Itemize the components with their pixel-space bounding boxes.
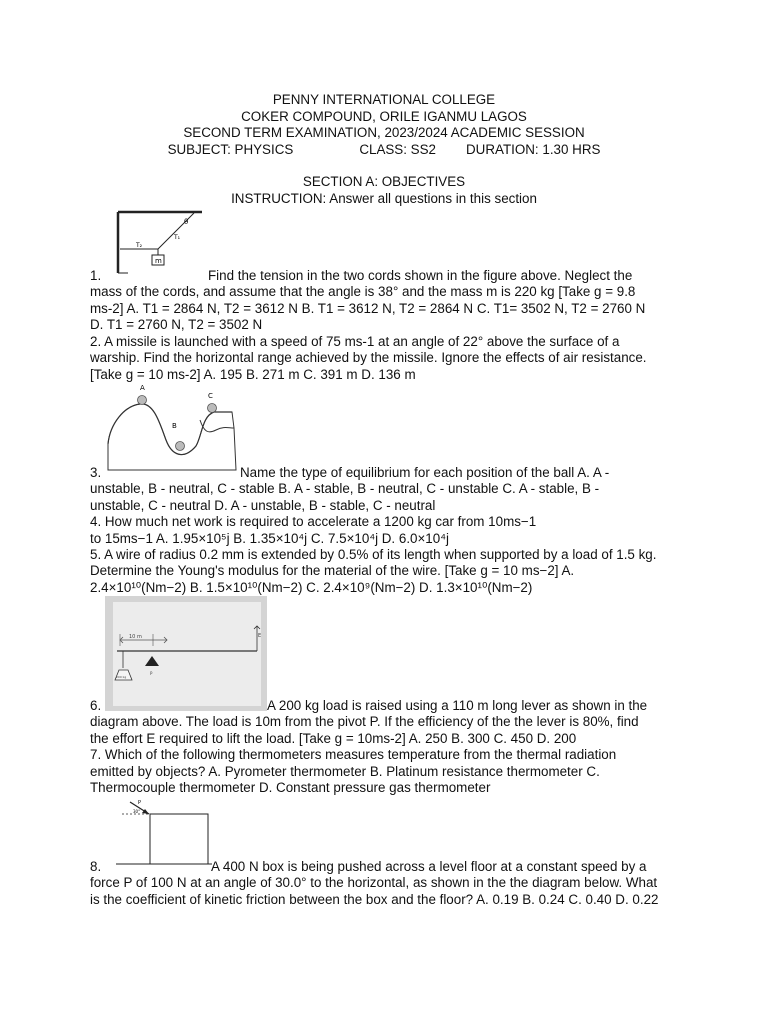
class: CLASS: SS2 [359,141,436,157]
college-address: COKER COMPOUND, ORILE IGANMU LAGOS [241,108,527,124]
q8-line-2: force P of 100 N at an angle of 30.0° to the horizontal, as shown in the the diagram below. What [90,875,658,891]
q7-line-1: 7. Which of the following thermometers measures temperature from the thermal radiation [90,747,617,763]
q6-line-3: the effort E required to lift the load. [Take g = 10ms-2] A. 250 B. 300 C. 450 D. 200 [90,730,577,746]
exam-header [0,92,768,158]
q3-line-2: unstable, B - neutral, C - stable B. A - stable, B - neutral, C - unstable C. A - stable, B - [90,481,600,497]
section-a [0,174,768,207]
q8-label-angle: 30° [133,809,141,814]
q1-label-theta: θ [184,218,189,226]
q8-figure [116,798,212,866]
q1-line-2: mass of the cords, and assume that the angle is 38° and the mass m is 220 kg [Take g = 9.8 [90,284,636,300]
q3-label-c: C [208,392,213,400]
q1-line-1: Find the tension in the two cords shown in the figure above. Neglect the [208,268,633,283]
exam-title: SECOND TERM EXAMINATION, 2023/2024 ACADEMIC SESSION [183,125,585,140]
q6-figure [105,596,267,711]
question-8 [90,859,690,908]
q8-line-3: is the coefficient of kinetic friction between the box and the floor? A. 0.19 B. 0.24 C. 0.40 D. 0.22 [90,891,659,907]
q6-number: 6. [90,698,102,713]
question-1 [90,268,690,334]
question-2 [90,334,690,383]
subject: SUBJECT: PHYSICS [167,141,294,157]
q6-label-effort: E [258,633,262,639]
q2-line-1: 2. A missile is launched with a speed of 75 ms-1 at an angle of 22° above the surface of a [90,334,620,349]
q8-label-force: P [138,800,142,806]
q1-line-3: ms-2] A. T1 = 2864 N, T2 = 3612 N B. T1 = 3612 N, T2 = 2864 N C. T1= 3502 N, T2 = 2760 N [90,300,646,316]
q2-line-2: warship. Find the horizontal range achieved by the missile. Ignore the effects of air resistance. [90,350,647,366]
q8-line-1: A 400 N box is being pushed across a level floor at a constant speed by a [211,859,647,874]
q6-label-load: 200 kg [116,675,127,679]
q8-number: 8. [90,859,102,874]
q3-figure [104,384,238,474]
section-instruction: INSTRUCTION: Answer all questions in this section [231,190,537,206]
q5-line-1: 5. A wire of radius 0.2 mm is extended by 0.5% of its length when supported by a load of 1.5 kg. [90,547,657,563]
college-name: PENNY INTERNATIONAL COLLEGE [272,92,496,107]
q4-line-1: 4. How much net work is required to accelerate a 1200 kg car from 10ms−1 [90,514,537,530]
q3-line-1: Name the type of equilibrium for each position of the ball A. A - [240,465,610,480]
q3-label-a: A [140,384,145,392]
q4-line-2: to 15ms−1 A. 1.95×10⁵j B. 1.35×10⁴j C. 7.5×10⁴j D. 6.0×10⁴j [90,530,449,546]
section-title: SECTION A: OBJECTIVES [302,174,466,189]
q3-label-b: B [172,422,177,430]
q3-line-3: unstable, C - neutral D. A - unstable, B - stable, C - neutral [90,497,436,513]
duration: DURATION: 1.30 HRS [466,141,601,157]
q5-line-2: Determine the Young's modulus for the material of the wire. [Take g = 10 ms−2] A. [90,563,575,579]
q3-number: 3. [90,465,102,480]
q6-line-2: diagram above. The load is 10m from the pivot P. If the efficiency of the the lever is 80%, find [90,714,639,730]
q2-line-3: [Take g = 10 ms-2] A. 195 B. 271 m C. 391 m D. 136 m [90,366,416,382]
q1-figure [116,209,204,275]
q1-label-t1: T₁ [174,234,181,241]
q1-number: 1. [90,268,102,283]
q7-line-2: emitted by objects? A. Pyrometer thermometer B. Platinum resistance thermometer C. [90,763,600,779]
q7-line-3: Thermocouple thermometer D. Constant pressure gas thermometer [90,780,491,796]
question-3-5 [90,465,690,596]
q5-line-3: 2.4×10¹⁰(Nm−2) B. 1.5×10¹⁰(Nm−2) C. 2.4×10⁹(Nm−2) D. 1.3×10¹⁰(Nm−2) [90,579,533,595]
q6-label-distance: 10 m [129,634,142,640]
subject-line [0,142,768,159]
q6-label-pivot: P [150,671,153,676]
q1-label-m: m [155,257,162,265]
q6-line-1: A 200 kg load is raised using a 110 m long lever as shown in the [267,698,648,713]
q1-line-4: D. T1 = 2760 N, T2 = 3502 N [90,317,263,333]
question-6-7 [90,698,690,796]
q1-label-t2: T₂ [136,242,143,249]
